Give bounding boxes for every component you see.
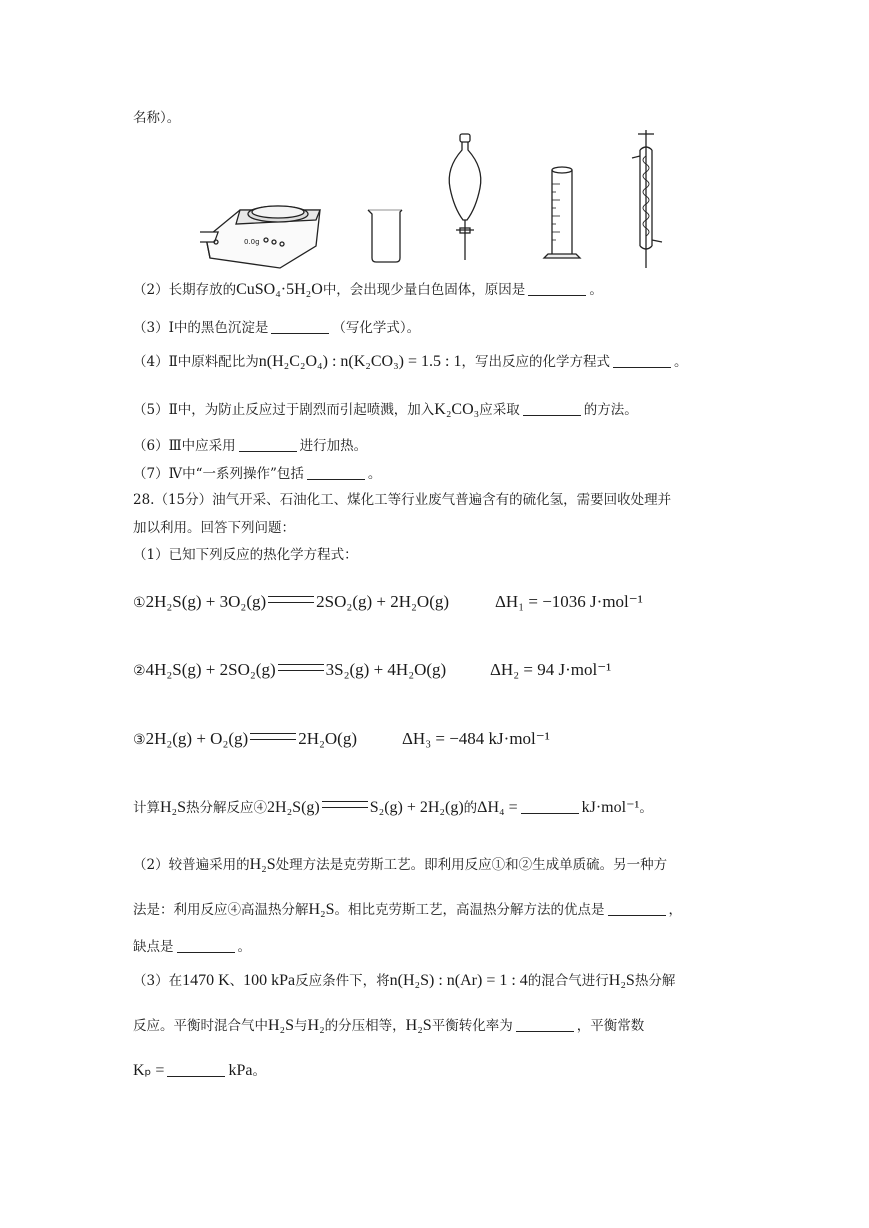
p2l1-b: H₂S [249,856,276,873]
p3l2-g: 平衡转化率为 [431,1018,513,1034]
q2-end: 。 [589,282,603,298]
q28-part3-line3 [133,1060,266,1082]
eq3-enthalpy: ΔH₃ = −484 kJ·mol⁻¹ [402,729,550,748]
question-6 [133,436,367,456]
q5-formula: K₂CO₃ [434,401,480,418]
text-top-fragment: 名称）。 [133,110,181,126]
calc-c: 热分解反应④ [186,800,268,816]
graduated-cylinder-icon [544,167,580,258]
p2l3-a: 缺点是 [133,939,174,955]
q4-prefix: （4）Ⅱ中原料配比为 [133,354,259,370]
eq2-reactants: 4H₂S(g) + 2SO₂(g) [145,660,276,679]
p3l1-e: 反应条件下，将 [295,973,390,989]
question-4 [133,352,687,372]
p3l1-i: 热分解 [634,973,676,989]
q28-part3-line2 [133,1015,644,1037]
question-2 [133,280,603,300]
q6-suffix: 进行加热。 [299,438,368,454]
q28-part1-intro: （1）已知下列反应的热化学方程式： [133,547,358,563]
p3l1-b: 1470 K [182,972,230,989]
calc-i: 。 [639,800,653,816]
calc-a: 计算 [133,800,160,816]
q4-suffix: ，写出反应的化学方程式 [461,354,610,370]
calc-line [133,797,653,819]
conversion-answer-blank[interactable] [516,1017,574,1032]
eq1-products: 2SO₂(g) + 2H₂O(g) [316,592,450,611]
p2l1-a: （2）较普遍采用的 [133,857,250,873]
q7-end: 。 [367,466,382,482]
q28-part2-line3 [133,937,251,957]
eq3-reactants: 2H₂(g) + O₂(g) [145,729,249,748]
q7-prefix: （7）Ⅳ中“一系列操作”包括 [133,466,304,482]
p2l2-d: ， [668,902,683,918]
p2l2-c: 。相比克劳斯工艺，高温热分解方法的优点是 [334,902,605,918]
question-5 [133,400,638,420]
eq1-equals-sign [268,596,314,603]
q5-answer-blank[interactable] [523,401,581,416]
p3l3-c: 。 [252,1063,266,1079]
p2l1-c: 处理方法是克劳斯工艺。即利用反应①和②生成单质硫。另一种方 [275,857,668,873]
equation-3 [133,728,357,751]
p3l3-a: Kₚ = [133,1062,165,1079]
eq1-reactants: 2H₂S(g) + 3O₂(g) [145,592,267,611]
p3l2-b: H₂S [268,1017,295,1034]
q6-answer-blank[interactable] [239,437,297,452]
disadvantage-answer-blank[interactable] [177,938,235,953]
eq3-products: 2H₂O(g) [298,729,358,748]
q3-suffix: （写化学式）。 [332,320,421,336]
q5-end: 的方法。 [583,402,638,418]
equation-2 [133,659,446,682]
eq1-number: ① [133,595,146,611]
apparatus-figure [200,128,680,270]
q2-prefix: （2）长期存放的 [133,282,237,298]
p3l1-a: （3）在 [133,973,183,989]
q2-answer-blank[interactable] [528,281,586,296]
calc-e: S₂(g) + 2H₂(g) [369,799,464,816]
beaker-icon [368,210,402,262]
eq3-equals-sign [250,733,296,740]
advantage-answer-blank[interactable] [608,901,666,916]
question-3 [133,318,420,338]
q5-suffix: 应采取 [479,402,520,418]
p3l3-b: kPa [228,1062,253,1079]
p2l3-b: 。 [237,939,251,955]
eq2-equals-sign [278,664,324,671]
q28-part2-line2 [133,899,682,921]
p3l1-h: H₂S [608,972,635,989]
question-7 [133,464,381,484]
q28-header-line1: 28.（15分）油气开采、石油化工、煤化工等行业废气普遍含有的硫化氢，需要回收处理并 [133,492,672,508]
dh4-answer-blank[interactable] [521,799,579,814]
calc-b: H₂S [160,799,187,816]
p3l2-e: 的分压相等， [324,1018,406,1034]
p3l2-a: 反应。平衡时混合气中 [133,1018,268,1034]
balance-icon [200,206,320,268]
p3l1-c: 、 [229,973,244,989]
eq1-enthalpy: ΔH₁ = −1036 J·mol⁻¹ [495,592,643,611]
p3l2-d: H₂ [307,1017,325,1034]
calc-f: 的 [463,800,478,816]
q3-prefix: （3）Ⅰ中的黑色沉淀是 [133,320,269,336]
p2l2-b: H₂S [308,901,335,918]
equation-1 [133,591,449,614]
p2l2-a: 法是：利用反应④高温热分解 [133,902,309,918]
p3l2-f: H₂S [405,1017,432,1034]
p3l1-f: n(H₂S) : n(Ar) = 1 : 4 [389,972,528,989]
eq3-number: ③ [133,732,146,748]
q28-part2-line1 [133,854,667,876]
p3l2-c: 与 [294,1018,308,1034]
q3-answer-blank[interactable] [271,319,329,334]
balance-display: 0.0g [244,238,260,246]
q4-answer-blank[interactable] [613,353,671,368]
q4-end: 。 [673,354,688,370]
q4-formula: n(H₂C₂O₄) : n(K₂CO₃) = 1.5 : 1 [258,353,462,370]
p3l2-h: ，平衡常数 [576,1018,645,1034]
separatory-funnel-icon [449,134,481,260]
q2-suffix: 中，会出现少量白色固体，原因是 [322,282,526,298]
eq2-number: ② [133,663,146,679]
kp-answer-blank[interactable] [167,1062,225,1077]
calc-equals-sign [322,801,368,808]
q6-prefix: （6）Ⅲ中应采用 [133,438,236,454]
eq2-products: 3S₂(g) + 4H₂O(g) [325,660,447,679]
q5-prefix: （5）Ⅱ中，为防止反应过于剧烈而引起喷溅，加入 [133,402,435,418]
q28-part3-line1 [133,970,675,992]
q2-formula: CuSO₄·5H₂O [236,281,323,298]
condenser-icon [632,130,662,268]
p3l1-d: 100 kPa [243,972,296,989]
q28-header-line2: 加以利用。回答下列问题： [133,520,295,536]
q7-answer-blank[interactable] [307,465,365,480]
eq2-enthalpy: ΔH₂ = 94 J·mol⁻¹ [490,660,612,679]
calc-d: 2H₂S(g) [267,799,320,816]
calc-h: kJ·mol⁻¹ [581,799,640,816]
p3l1-g: 的混合气进行 [527,973,609,989]
calc-g: ΔH₄ = [477,799,518,816]
